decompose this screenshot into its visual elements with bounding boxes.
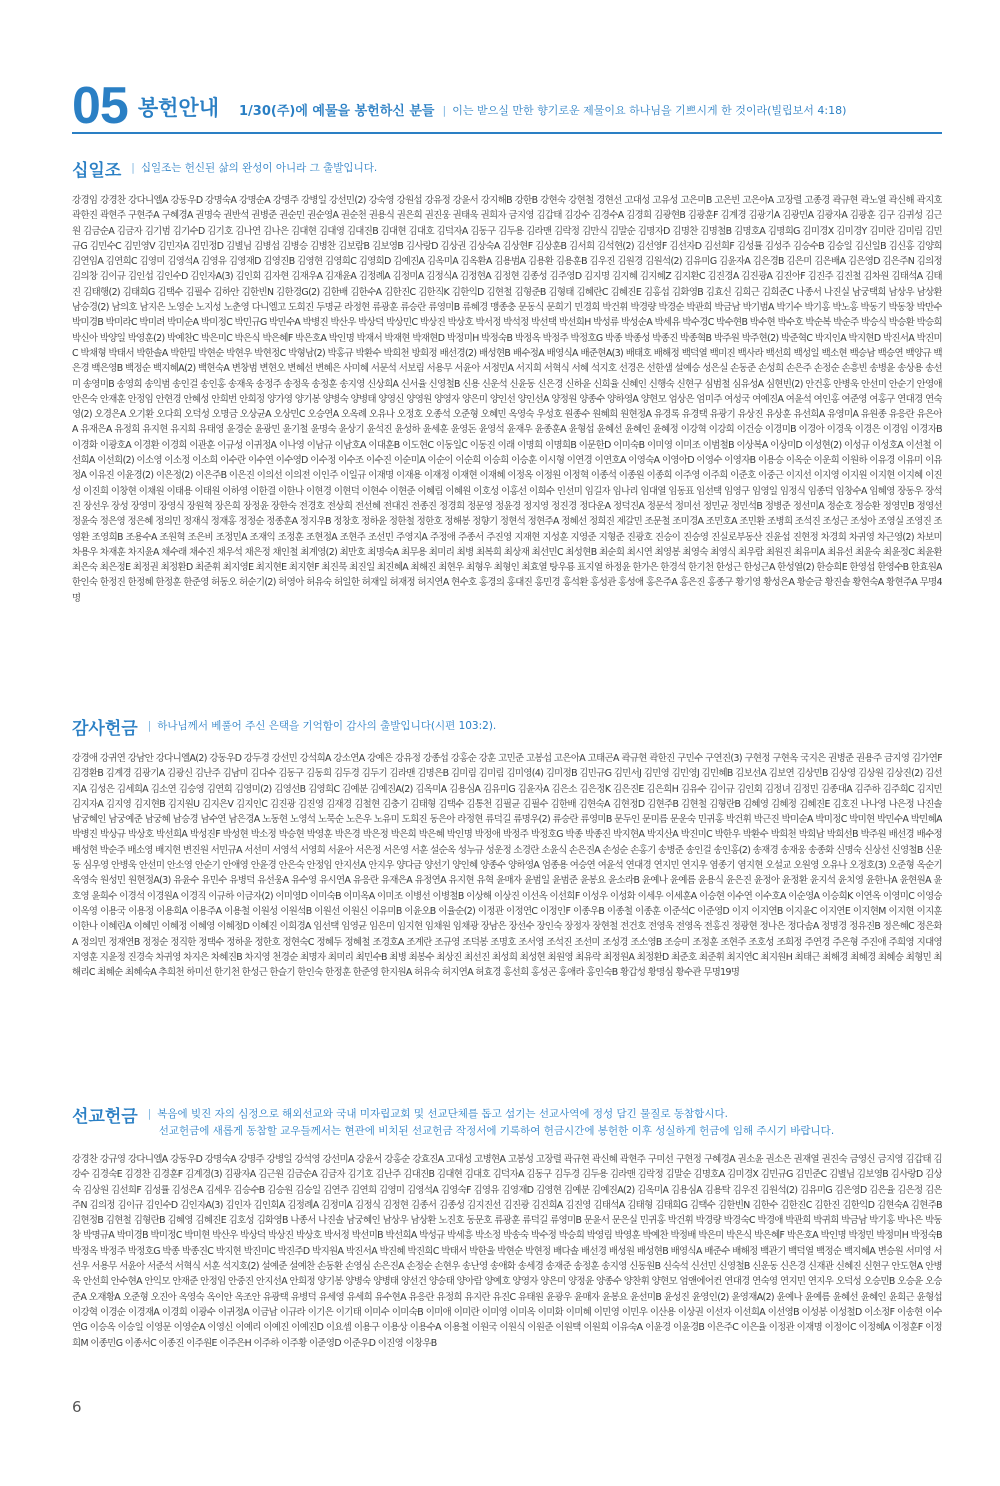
page-title: 봉헌안내 [137,96,219,120]
thanks-description-text: 하나님께서 베풀어 주신 은택을 기억함이 감사의 출발입니다(시편 103:2). [157,720,497,732]
mission-description-line-2: 선교헌금에 새롭게 동참할 교우들께서는 현관에 비치된 선교헌금 작정서에 기록하여 헌금시간에 봉헌한 이후 성실하게 헌금에 임해 주시기 바랍니다. [158,1125,835,1137]
thanks-description: | 하나님께서 베풀어 주신 은택을 기억함이 감사의 출발입니다(시편 103:2). [147,720,497,732]
mission-heading [72,1102,942,1140]
tithe-heading [72,156,942,181]
mission-description-line-1: 복음에 빚진 자의 심정으로 해외선교와 국내 미자립교회 및 선교단체를 돕고 섬기는 선교사역에 정성 담긴 물질로 동참합시다. [157,1108,728,1120]
tithe-title: 십일조 [72,161,122,181]
mission-donor-names: 강경찬 강규영 강다니엘A 강동우D 강명숙A 강명주 강병일 강석영 강선미A 강윤서 강홍순 강효진A 고대성 고병현A 고봉성 고장렬 곽규현 곽신혜 곽현주 구미선 구현정 구혜경A 권소윤 권소은 권재열 권진숙 금영신 금지영 김갑태 김강수 김경숙E 김경찬 김경훈F 김계경(3) 김광자A 김근원 김금순A 김금자 김기호 김난주 김대진B 김대현 김대호 김덕자A 김동구 김두경 김두용 김라맨 김락정 김말순 김명호A 김미경X 김민규G 김민준C 김별님 김보영B 김사랑D 김상숙 김상원 김선희F 김성률 김성은A 김세우 김승수B 김승원 김승일 김연주 김연희 김영미 김영석A 김영숙F 김영유 김영재D 김영현 김예분 김예진A(2) 김옥미A 김용심A 김용탁 김우진 김원석(2) 김유미G 김은영D 김은율 김은정 김은주N 김의정 김이규 김인수D 김인자A(3) 김인자 김인회A 김정례A 김정미A 김정식 김정현 김종서 김종성 김지진선 김진광 김진희A 김진영 김태석A 김태형 김태희G 김택수 김한빈N 김한수 김한진C 김한진 김한익D 김현숙A 김현주B 김현정B 김현철 김형란B 김혜영 김혜진E 김호성 김화영B 나종서 나진솔 남궁혜인 남상우 남상환 노진호 동문호 류광훈 류덕길 류영미B 문윤서 문은실 민귀홍 박건휘 박경량 박경숙C 박경애 박관희 박귀희 박금남 박기홍 박나은 박동창 박명규A 박미경B 박미정C 박미현 박산우 박상덕 박상진 박상호 박서정 박선미B 박선희A 박성규 박세흥 박소정 박송숙 박수정 박승희 박영림 박영훈 박예찬 박정배 박은미 박은식 박은혜F 박은호A 박인명 박정민 박정미H 박정숙B 박정옥 박정주 박정호G 박종 박종진C 박지현 박진미C 박진주D 박지원A 박진서A 박진혜 박진희C 박태서 박한울 박현순 박현정 배다솔 배선경 배성원 배성현B 배영식A 배준수 배해정 백관기 백덕열 백정순 백지혜A 변승원 서미영 서선우 서용무 서윤아 서준석 서혁식 서훈 석지호(2) 설예준 설예찬 손동환 손영심 손은진A 손정순 손현우 송난영 송애화 송세경 송재준 송정훈 송지영 신동원B 신숙석 신선민 신영철B 신운동 신은경 신재관 신혜진 신현구 안도현A 안병욱 안선희 안수현A 안익모 안재준 안정임 안중진 안지선A 안희정 양기봉 양병숙 양병태 양선건 양승태 양아람 양예호 양영자 양은미 양정윤 양종수 양찬휘 양현모 엄앤에어컨 연대경 연숙영 연지민 연지우 오덕성 오승민B 오승윤 오승준A 오재황A 오준형 오진아 옥영숙 옥이안 옥조안 유광택 유병덕 유세영 유세희 유수현A 유응란 유정희 유지란 유진C 유태원 윤광우 윤매자 윤봉요 윤선미B 윤성진 윤영인(2) 윤영재A(2) 윤예나 윤예름 윤혜선 윤혜인 윤희근 윤형섭 이강혁 이경순 이경재A 이경희 이광수 이귀정A 이금남 이규라 이기은 이기태 이미수 이미숙B 이미애 이미란 이미영 이미옥 이미화 이미혜 이민영 이민우 이산용 이상권 이선자 이선희A 이선영B 이성봉 이성철D 이소정F 이송현 이수연G 이승옥 이승일 이영문 이영순A 이영신 이예리 이예진 이예진D 이요셉 이용구 이용상 이용수A 이용철 이원국 이원식 이원준 이원택 이원희 이유숙A 이윤경 이윤경B 이은주C 이은율 이정관 이재명 이정이C 이정혜A 이정훈F 이정희M 이종민G 이종서C 이종진 이주원E 이주은H 이주하 이주황 이준영D 이준우D 이진영 이창우B [72,1154,942,1349]
page-subtitle: 1/30(주)에 예물을 봉헌하신 분들 [239,104,435,119]
tithe-description: | 십일조는 헌신된 삶의 완성이 아니라 그 출발입니다. [131,162,378,174]
thanks-title: 감사헌금 [72,719,138,739]
page-number: 6 [72,1398,82,1416]
thanks-donor-names: 강경애 강귀연 강남안 강다니엘A(2) 강동우D 강두경 강선민 강석희A 강소연A 강예은 강유정 강종섭 강홍순 강훈 고민준 고봉섭 고은아A 고태곤A 곽규현 곽한진 구민수 구연진(3) 구현정 구현옥 국지은 권병준 권용주 금지영 김가연F 김경환B 김계경 김광기A 김광신 김난주 김남미 김다수 김동구 김동희 김두경 김두기 김라맨 김명은B 김미림 김미림 김미영(4) 김미정B 김민규G 김민서J 김민영 김민영J 김민혜B 김보선A 김보연 김상민B 김상영 김상원 김상진(2) 김선지A 김성은 김세희A 김소연 김승영 김연희 김영미(2) 김영선B 김영희C 김예분 김예진A(2) 김옥미A 김용심A 김유미G 김윤자A 김은소 김은정K 김은진E 김은희H 김유수 김이규 김인회 김정녀 김정민 김종대A 김주하 김주희C 김지민 김지자A 김지영 김지현B 김지원U 김지은V 김지인C 김진광 김진영 김재경 김철현 김충기 김태형 김택수 김통천 김필균 김필수 김한배 김현숙A 김현정D 김현주B 김현철 김형란B 김혜영 김혜정 김혜진E 김호진 나나영 나은정 나진솔 남궁혜인 남궁예준 남궁혜 남승경 남수연 남은경A 노동현 노영석 노묵순 노은우 노유미 도희진 동은아 라정현 류덕길 류명우(2) 류승란 류영미B 문두인 문미름 문운숙 민귀홍 박건휘 박근진 박미순A 박미정C 박미현 박민수A 박민혜A 박병진 박상규 박상호 박선희A 박성진F 박성현 박소정 박승현 박영훈 박은경 박은정 박은희 박은혜 박인명 박정애 박정주 박정호G 박종 박종진 박지현A 박지산A 박진미C 박한우 박환수 박희천 박희남 박희선B 박주원 배선경 배수정 배성현 박순주 배소영 배지현 변진원 서민규A 서선미 서영석 서영희 서윤아 서은정 서은영 서훈 설순옥 성누규 성운정 소경란 소윤식 손은진A 손성순 손홍기 송병준 송인걸 송인홍(2) 송재경 송재웅 송종화 신명숙 신상선 신영철B 신운동 심우영 안병욱 안선미 안소영 안순기 안애영 안윤경 안은숙 안정임 안지선A 안지우 양다금 양선기 양인혜 양종수 양하영A 엄종용 여승연 여윤석 연대경 연지민 연지우 염종기 염지현 오설교 오원영 오유나 오정호(3) 오준형 옥순기 옥영숙 원성민 원현정A(3) 유윤수 유민수 유병덕 유선웅A 유수영 유시연A 유응란 유재은A 유정연A 유지현 유혁 윤매자 윤범일 윤범준 윤봉요 윤소라B 윤예나 윤예름 윤용식 윤은진 윤정아 윤정환 윤지석 윤치영 윤한나A 윤현원A 윤호영 윤희수 이경석 이경원A 이경직 이규하 이금자(2) 이미영D 이미숙B 이미옥A 이미조 이병선 이병철B 이상해 이상진 이선옥 이선희F 이성우 이성화 이세우 이세훈A 이승현 이수연 이수호A 이순영A 이승희K 이연옥 이영미C 이영승 이옥영 이용국 이용정 이용희A 이용주A 이용철 이원성 이원석B 이원선 이원신 이유미B 이윤오B 이율순(2) 이정관 이정연C 이정인F 이종우B 이종철 이종훈 이준석C 이준영D 이지 이지연B 이지윤C 이지연E 이지현M 이지현 이지훈 이한나 이혜린A 이혜민 이혜정 이혜영 이혜정D 이혜진 이희경A 임선택 임영균 임은미 임지현 임채원 임채광 장남은 장선수 장인숙 장정자 장현철 전건호 전영욱 전영옥 전홍진 정광현 정나은 정다솜A 정명경 정유진B 정은혜C 정은화A 정의민 정재연B 정정순 정직한 정택수 정하윤 정한호 정현숙C 정혜두 정혜철 조경호A 조계란 조규영 조덕봉 조명호 조서영 조석진 조선미 조성경 조소영B 조승미 조정훈 조현주 조호성 조희정 주연경 주은형 주진애 주희영 지대영 지영훈 지윤정 진경숙 차귀영 차지은 차혜진B 차지영 천경순 최명자 최미리 최민수B 최병 최봉수 최상진 최선진 최성희 최성현 최원영 최유락 최정원A 최정환D 최준호 최준휘 최지연C 최지원H 최태근 최해경 최혜경 최혜승 최형민 최해리C 최혜순 최혜숙A 추희천 하미선 한기천 한성근 한슬기 한인숙 한정훈 한준영 한지원A 허유숙 허지연A 허효경 홍선희 홍성곤 홍애라 홍인숙B 황갑성 황명심 황수관 무명19명 [72,753,942,979]
page-header [72,76,942,134]
mission-offering-section [72,1102,942,1404]
tithe-donor-names: 강경임 강경찬 강다니엘A 강동우D 강명숙A 강명순A 강명주 강병일 강선민(2) 강숙영 강원섭 강유정 강윤서 강지해B 강한B 강현숙 강현철 경현선 고대성 고유성 고은미B 고은빈 고은아A 고장렬 고종경 곽규현 곽노열 곽신해 곽지호 곽한진 곽현주 구현주A 구혜경A 권명숙 권반석 권병준 권순민 권순영A 권순천 권용식 권은희 권진웅 권태욱 권희자 금지영 김갑태 김강수 김경수A 김경희 김광현B 김광훈F 김계경 김광기A 김광민A 김광자A 김광훈 김구 김귀성 김근원 김금순A 김금자 김기범 김기수D 김기호 김나연 김나은 김대현 김대영 김대진B 김대현 김대호 김덕자A 김동구 김두용 김라맨 김락정 김만식 김말순 김명자D 김명찬 김명철B 김명호A 김명희G 김미경X 김미경Y 김미란 김미림 김민규G 김민수C 김민영V 김민자A 김민정D 김별님 김병섭 김병승 김병찬 김보람B 김보영B 김사랑D 김상권 김상숙A 김상현F 김상훈B 김서희 김석현(2) 김선영F 김선자D 김선희F 김성률 김성주 김승수B 김승일 김신일B 김신홍 김양희 김연임A 김연희C 김영미 김영석A 김영유 김영재D 김영진B 김영현 김영희C 김영희D 김예진A 김옥미A 김옥환A 김용범A 김용환 김용훈B 김우진 김원경 김원석(2) 김유미G 김윤자A 김은경B 김은미 김은배A 김은영D 김은주N 김의정 김의창 김이규 김인섭 김인수D 김인자A(3) 김인회 김자현 김재우A 김재윤A 김정례A 김정미A 김정식A 김정현A 김정현 김종성 김주영D 김지명 김지혜 김지혜Z 김지환C 김진경A 김진광A 김진아F 김진주 김진철 김차원 김태석A 김태진 김태행(2) 김태희G 김택수 김필수 김하안 김한빈N 김한경G(2) 김한배 김한수A 김한진C 김한직K 김한익D 김현철 김형준B 김형태 김혜란C 김혜진E 김홍섭 김화영B 김효신 김희근 김희준C 나종서 나진실 남궁택희 남상우 남상환 남승경(2) 남의호 남지은 노영순 노지성 노춘영 다니엘고 도희진 두명균 라정현 류광훈 류승란 류영미B 류혜경 맹종충 문동식 문희기 민경희 박건휘 박경량 박경순 박관희 박금남 박기범A 박기수 박기홍 박노홍 박동기 박동창 박만수 박미경B 박미라C 박미려 박미순A 박미정C 박민규G 박민수A 박병진 박산우 박상덕 박상민C 박상진 박상호 박서정 박석정 박선택 박선희H 박성류 박성순A 박세유 박수경C 박수현B 박수현 박수호 박순복 박순주 박승식 박승환 박승희 박신아 박양일 박영훈(2) 박예찬C 박은미C 박은식 박은혜F 박은호A 박인명 박재서 박재현 박재현D 박정미H 박정숙B 박정옥 박정주 박정호G 박종 박종성 박종진 박종혁B 박주원 박주현(2) 박준혁C 박지인A 박지현D 박진서A 박진미C 박채형 박태서 박한솔A 박한밀 박현순 박현우 박현정C 박형남(2) 박홍규 박환수 박희천 방희정 배선경(2) 배성현B 배수정A 배영식A 배준현A(3) 배태호 배해정 백덕열 백미진 백사라 백선희 백성일 백소현 백승남 백승연 백양규 백은경 백은영B 백정순 백지혜A(2) 백현숙A 변창범 변현오 변혜선 변혜은 사미혜 서문석 서보림 서용무 서윤아 서정민A 서지희 서혁식 서혜 석지호 선경은 선한샘 설예승 성은실 손동준 손성희 손은주 손정순 손흥빈 송병윤 송상용 송선미 송영미B 송영희 송익범 송인걸 송인홍 송재욱 송정주 송정욱 송정훈 송지영 신상희A 신서율 신영철B 신용 신운석 신윤동 신은경 신하윤 신희율 신혜인 신행숙 신현구 심범철 심유성A 심현빈(2) 안건홍 안병욱 안선미 안순기 안영애 안은숙 안재훈 안정임 안현경 안혜성 안희번 안희정 양가영 양기봉 양병숙 양병태 양영신 양영원 양영자 양은미 양인선 양인선A 양정원 양종수 양하영A 양현모 엄상은 엄미주 여성국 여예진A 여윤석 여인홍 여준영 여홍구 연대경 연숙영(2) 오경은A 오기환 오다희 오덕성 오명금 오상균A 오상민C 오승연A 오옥례 오유나 오정호 오종석 오준형 오혜민 옥영숙 우성호 원종수 원혜희 원현정A 유경록 유경택 유광기 유상진 유상훈 유선희A 유영미A 유원종 유응란 유은아A 유재은A 유정희 유지현 유지희 유태영 윤경순 윤광민 윤기철 윤명숙 윤상기 윤석진 윤성하 윤세훈 윤영돈 윤영석 윤재우 윤종훈A 윤형섭 윤혜선 윤혜인 윤혜정 이강혁 이강희 이건승 이경미B 이경아 이경욱 이경은 이경임 이경자B 이경화 이광호A 이경환 이경희 이관훈 이규성 이귀정A 이나영 이남규 이남호A 이대훈B 이도현C 이동일C 이동진 이래 이명희 이명희B 이문한D 이미숙B 이미영 이미조 이범철B 이상복A 이상미D 이성현(2) 이성규 이성호A 이선철 이선희A 이선희(2) 이소영 이소정 이소희 이수란 이수연 이수영D 이수정 이수조 이수진 이순미A 이순이 이순희 이승희 이승훈 이시형 이연경 이연호A 이영숙A 이영아D 이영수 이영자B 이용승 이옥순 이운희 이원하 이유경 이유미 이유정A 이유진 이윤경(2) 이은정(2) 이은주B 이은진 이의선 이의전 이인주 이일규 이재명 이재용 이재정 이재현 이재혜 이정옥 이정원 이정혁 이종석 이종원 이종희 이주영 이주희 이준호 이중근 이지선 이지영 이지원 이지현 이지혜 이진성 이진희 이창현 이채원 이태용 이태원 이하영 이한결 이한나 이현경 이현덕 이현수 이현준 이혜림 이혜원 이호성 이홍선 이희수 인선미 임길자 임나리 임대열 임동표 임선택 임영구 임영일 임정식 임종덕 임창수A 임혜영 장동우 장석진 장선우 장성 장영미 장영식 장원혁 장은희 장정윤 장한숙 전경호 전상희 전선혜 전대진 전종진 정경희 정문영 정윤경 정지영 정진경 정다운A 정덕진A 정문석 정미선 정민균 정민석B 정병준 정선미A 정순호 정승환 정영민B 정영선 정윤숙 정은영 정은혜 정의민 정재식 정재홍 정정순 정종훈A 정지우B 정창호 정하윤 정한철 정한호 정해봉 정향기 정현석 정현주A 정혜선 정희진 제갈민 조문철 조미경A 조민호A 조민환 조병희 조석진 조성근 조성아 조영실 조영진 조영환 조영희B 조용수A 조원혁 조은비 조정민A 조재익 조정훈 조현정A 조현주 조선민 주영지A 주정애 주종서 주진영 지재현 지성훈 지영준 지형준 진광호 진승이 진승영 진실로부동산 진윤섭 진현정 차경희 차귀영 차근영(2) 차보미 차용우 차재훈 차지윤A 채수래 채수진 채우석 채은정 채인철 최계영(2) 최만호 최명숙A 최무용 최미리 최병 최복희 최상재 최선민C 최성현B 최순희 최시연 최영봉 최영숙 최영식 최우람 최원진 최유미A 최유선 최윤숙 최윤정C 최윤환 최은숙 최은정E 최정권 최정환D 최준휘 최지영E 최지현E 최지현F 최진묵 최진일 최진혜A 최해진 최현우 최형우 최형인 최효열 탕우룡 표지열 하정윤 한가은 한경석 한기천 한성근 한성근A 한성열(2) 한승희E 한영섭 한영수B 한효원A 한인숙 한정진 한정혜 한정훈 한준영 허동오 허순기(2) 허영아 허유숙 허일한 허재일 허재정 허지연A 현수호 홍경의 홍대진 홍민경 홍석환 홍성관 홍성애 홍은주A 홍은진 홍종구 황기영 황성은A 황순금 황진솔 황현숙A 황현주A 무명4명 [72,195,942,604]
section-number: 05 [72,77,128,135]
mission-title: 선교헌금 [72,1107,138,1127]
mission-description: | 복음에 빚진 자의 심정으로 해외선교와 국내 미자립교회 및 선교단체를 돕고 섬기는 선교사역에 정성 담긴 물질로 동참합시다. 선교헌금에 새롭게 동참할 교우들께서는 현관에 비치된 선교헌금 작정서에 기록하여 헌금시간에 봉헌한 이후 성실하게 헌금에 임해 주시기 바랍니다. [148,1106,834,1140]
bible-verse: | 이는 받으실 만한 향기로운 제물이요 하나님을 기쁘시게 한 것이라(빌립보서 4:18) [442,102,846,132]
thanks-heading [72,714,942,739]
tithe-section [72,156,942,703]
thanks-offering-section [72,714,942,1066]
tithe-description-text: 십일조는 헌신된 삶의 완성이 아니라 그 출발입니다. [140,162,378,174]
